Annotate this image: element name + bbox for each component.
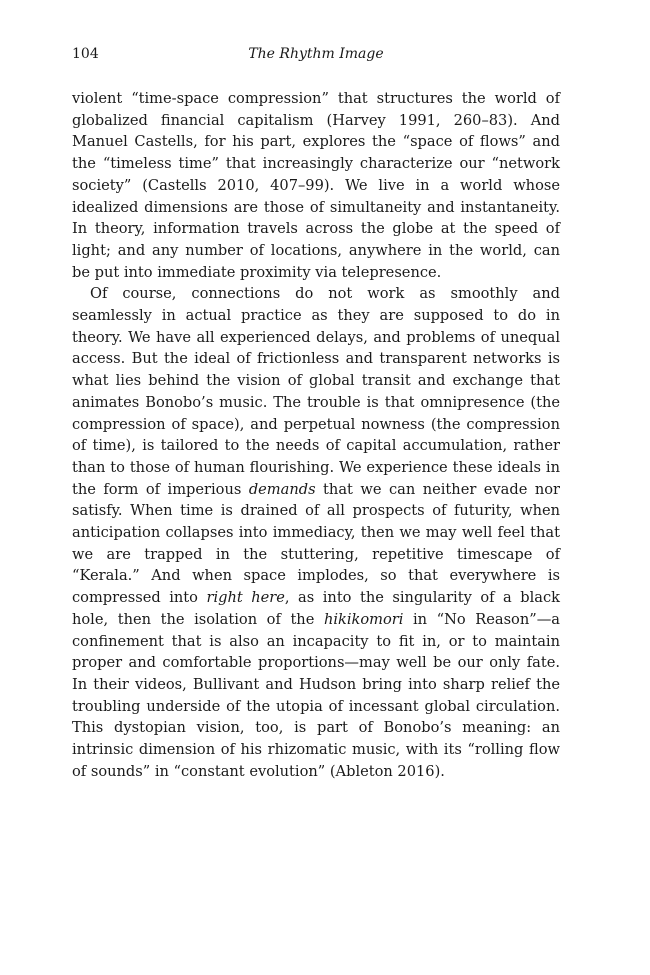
text-run: that we can neither evade nor satisfy. When time is drained of all prospects of futurity, when anticipation collapses into immediacy, then we may well feel that we are trapped in the stuttering, repetitive timescape of “Kerala.” And when space implodes, so that everywhere is compressed into (72, 480, 560, 607)
paragraph (72, 283, 560, 782)
italic-text: demands (248, 480, 316, 498)
text-run: , as into the singularity of a black hole, then the isolation of the (72, 589, 560, 628)
text-run: violent “time-space compression” that structures the world of globalized financial capitalism (Harvey 1991, 260–83). And Manuel Castells, for his part, explores the “space of flows” and the “timeless time” that increasingly characterize our “network society” (Castells 2010, 407–99). We live in a world whose idealized dimensions are those of simultaneity and instantaneity. In theory, information travels across the globe at the speed of light; and any number of locations, anywhere in the world, can be put into immediate proximity via telepresence. (72, 90, 560, 281)
italic-text: hikikomori (323, 610, 404, 628)
text-run: in “No Reason”—a confinement that is also an incapacity to fit in, or to maintain proper and comfortable proportions—may well be our only fate. In their videos, Bullivant and Hudson bring into sharp relief the troubling underside of the utopia of incessant global circulation. This dystopian vision, too, is part of Bonobo’s meaning: an intrinsic dimension of his rhizomatic music, with its “rolling flow of sounds” in “constant evolution” (Ableton 2016). (72, 610, 560, 780)
page-number: 104 (72, 46, 99, 62)
page-header (72, 46, 560, 66)
italic-text: right here (206, 589, 285, 607)
body-text (72, 88, 560, 783)
running-head: The Rhythm Image (248, 46, 384, 62)
text-run: Of course, connections do not work as smoothly and seamlessly in actual practice as they are supposed to do in theory. We have all experienced delays, and problems of unequal access. But the ideal of frictionless and transparent networks is what lies behind the vision of global transit and exchange that animates Bonobo’s music. The trouble is that omnipresence (the compression of space), and perpetual nowness (the compression of time), is tailored to the needs of capital accumulation, rather than to those of human flourishing. We experience these ideals in the form of imperious (72, 285, 560, 498)
paragraph (72, 88, 560, 283)
